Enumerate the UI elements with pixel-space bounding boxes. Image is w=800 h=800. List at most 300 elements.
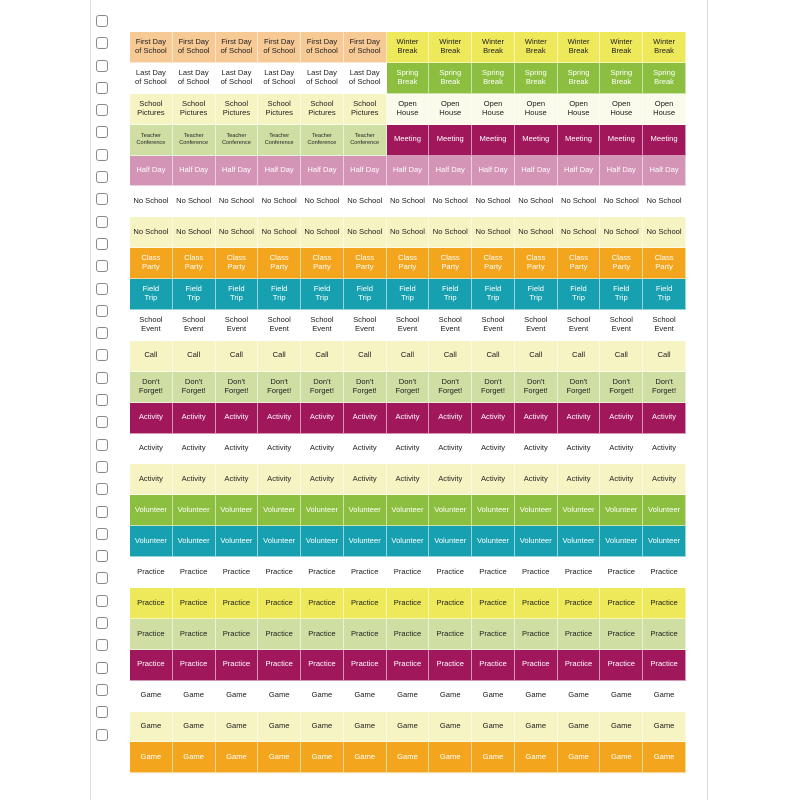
sticker-label[interactable]: Activity (173, 434, 216, 465)
sticker-label[interactable]: Practice (558, 557, 601, 588)
sticker-label[interactable]: Activity (258, 434, 301, 465)
sticker-label[interactable]: Practice (558, 588, 601, 619)
sticker-label[interactable]: Volunteer (173, 495, 216, 526)
sticker-label[interactable]: Volunteer (429, 495, 472, 526)
sticker-label[interactable]: Volunteer (643, 526, 686, 557)
sticker-label[interactable]: Call (429, 341, 472, 372)
sticker-label[interactable]: Don't Forget! (643, 372, 686, 403)
sticker-label[interactable]: Game (258, 681, 301, 712)
sticker-label[interactable]: Game (515, 742, 558, 773)
sticker-label[interactable]: First Day of School (258, 32, 301, 63)
sticker-label[interactable]: Activity (301, 434, 344, 465)
sticker-label[interactable]: Class Party (600, 248, 643, 279)
sticker-label[interactable]: Field Trip (216, 279, 259, 310)
sticker-label[interactable]: Activity (173, 464, 216, 495)
sticker-label[interactable]: Practice (643, 619, 686, 650)
sticker-label[interactable]: No School (387, 217, 430, 248)
sticker-label[interactable]: Activity (558, 434, 601, 465)
sticker-label[interactable]: Practice (301, 619, 344, 650)
sticker-label[interactable]: Practice (429, 619, 472, 650)
sticker-label[interactable]: Practice (387, 557, 430, 588)
sticker-label[interactable]: School Event (344, 310, 387, 341)
sticker-label[interactable]: No School (472, 186, 515, 217)
sticker-label[interactable]: Open House (429, 94, 472, 125)
sticker-label[interactable]: Practice (130, 619, 173, 650)
sticker-label[interactable]: No School (344, 186, 387, 217)
sticker-label[interactable]: Class Party (258, 248, 301, 279)
sticker-label[interactable]: Volunteer (472, 526, 515, 557)
sticker-label[interactable]: Volunteer (600, 526, 643, 557)
sticker-label[interactable]: Game (344, 712, 387, 743)
sticker-label[interactable]: School Event (472, 310, 515, 341)
sticker-label[interactable]: Game (216, 742, 259, 773)
sticker-label[interactable]: Activity (558, 403, 601, 434)
sticker-label[interactable]: Game (258, 742, 301, 773)
sticker-label[interactable]: Practice (600, 557, 643, 588)
sticker-label[interactable]: Field Trip (429, 279, 472, 310)
sticker-label[interactable]: Don't Forget! (173, 372, 216, 403)
sticker-label[interactable]: Don't Forget! (301, 372, 344, 403)
sticker-label[interactable]: Practice (173, 619, 216, 650)
sticker-label[interactable]: Class Party (301, 248, 344, 279)
sticker-label[interactable]: Practice (472, 619, 515, 650)
sticker-label[interactable]: Teacher Conference (130, 125, 173, 156)
sticker-label[interactable]: Open House (643, 94, 686, 125)
sticker-label[interactable]: Meeting (472, 125, 515, 156)
sticker-label[interactable]: School Pictures (173, 94, 216, 125)
sticker-label[interactable]: Half Day (173, 156, 216, 187)
sticker-label[interactable]: Practice (258, 588, 301, 619)
sticker-label[interactable]: Game (301, 742, 344, 773)
sticker-label[interactable]: No School (600, 186, 643, 217)
sticker-label[interactable]: Activity (515, 403, 558, 434)
sticker-label[interactable]: Winter Break (429, 32, 472, 63)
sticker-label[interactable]: Practice (429, 588, 472, 619)
sticker-label[interactable]: Field Trip (344, 279, 387, 310)
sticker-label[interactable]: Half Day (600, 156, 643, 187)
sticker-label[interactable]: Winter Break (472, 32, 515, 63)
sticker-label[interactable]: Half Day (558, 156, 601, 187)
sticker-label[interactable]: Open House (387, 94, 430, 125)
sticker-label[interactable]: Class Party (472, 248, 515, 279)
sticker-label[interactable]: No School (344, 217, 387, 248)
sticker-label[interactable]: Practice (515, 557, 558, 588)
sticker-label[interactable]: Practice (130, 557, 173, 588)
sticker-label[interactable]: Call (344, 341, 387, 372)
sticker-label[interactable]: Call (558, 341, 601, 372)
sticker-label[interactable]: Volunteer (130, 495, 173, 526)
sticker-label[interactable]: Practice (429, 650, 472, 681)
sticker-label[interactable]: Volunteer (344, 526, 387, 557)
sticker-label[interactable]: Meeting (643, 125, 686, 156)
sticker-label[interactable]: Practice (387, 619, 430, 650)
sticker-label[interactable]: Practice (258, 650, 301, 681)
sticker-label[interactable]: Last Day of School (258, 63, 301, 94)
sticker-label[interactable]: Half Day (130, 156, 173, 187)
sticker-label[interactable]: Call (600, 341, 643, 372)
sticker-label[interactable]: First Day of School (173, 32, 216, 63)
sticker-label[interactable]: School Event (515, 310, 558, 341)
sticker-label[interactable]: School Event (643, 310, 686, 341)
sticker-label[interactable]: Practice (515, 588, 558, 619)
sticker-label[interactable]: Field Trip (130, 279, 173, 310)
sticker-label[interactable]: Game (173, 681, 216, 712)
sticker-label[interactable]: Game (472, 681, 515, 712)
sticker-label[interactable]: No School (558, 186, 601, 217)
sticker-label[interactable]: School Pictures (258, 94, 301, 125)
sticker-label[interactable]: Activity (258, 464, 301, 495)
sticker-label[interactable]: Class Party (429, 248, 472, 279)
sticker-label[interactable]: No School (643, 217, 686, 248)
sticker-label[interactable]: No School (216, 186, 259, 217)
sticker-label[interactable]: Game (216, 681, 259, 712)
sticker-label[interactable]: Practice (216, 557, 259, 588)
sticker-label[interactable]: Activity (216, 403, 259, 434)
sticker-label[interactable]: Practice (301, 557, 344, 588)
sticker-label[interactable]: Game (515, 712, 558, 743)
sticker-label[interactable]: Practice (600, 619, 643, 650)
sticker-label[interactable]: No School (600, 217, 643, 248)
sticker-label[interactable]: Practice (130, 588, 173, 619)
sticker-label[interactable]: Volunteer (130, 526, 173, 557)
sticker-label[interactable]: Last Day of School (344, 63, 387, 94)
sticker-label[interactable]: School Pictures (216, 94, 259, 125)
sticker-label[interactable]: Activity (173, 403, 216, 434)
sticker-label[interactable]: Practice (258, 619, 301, 650)
sticker-label[interactable]: Practice (600, 650, 643, 681)
sticker-label[interactable]: Practice (387, 650, 430, 681)
sticker-label[interactable]: No School (643, 186, 686, 217)
sticker-label[interactable]: School Event (258, 310, 301, 341)
sticker-label[interactable]: Teacher Conference (301, 125, 344, 156)
sticker-label[interactable]: Game (429, 712, 472, 743)
sticker-label[interactable]: Half Day (387, 156, 430, 187)
sticker-label[interactable]: Half Day (216, 156, 259, 187)
sticker-label[interactable]: Game (344, 742, 387, 773)
sticker-label[interactable]: Field Trip (301, 279, 344, 310)
sticker-label[interactable]: Call (258, 341, 301, 372)
sticker-label[interactable]: Practice (301, 588, 344, 619)
sticker-label[interactable]: Activity (515, 464, 558, 495)
sticker-label[interactable]: Spring Break (429, 63, 472, 94)
sticker-label[interactable]: Call (301, 341, 344, 372)
sticker-label[interactable]: No School (387, 186, 430, 217)
sticker-label[interactable]: Activity (301, 464, 344, 495)
sticker-label[interactable]: Volunteer (558, 495, 601, 526)
sticker-label[interactable]: Practice (387, 588, 430, 619)
sticker-label[interactable]: Activity (344, 464, 387, 495)
sticker-label[interactable]: Volunteer (472, 495, 515, 526)
sticker-label[interactable]: No School (258, 186, 301, 217)
sticker-label[interactable]: Activity (130, 434, 173, 465)
sticker-label[interactable]: No School (472, 217, 515, 248)
sticker-label[interactable]: Game (387, 712, 430, 743)
sticker-label[interactable]: First Day of School (344, 32, 387, 63)
sticker-label[interactable]: Volunteer (301, 526, 344, 557)
sticker-label[interactable]: Activity (472, 464, 515, 495)
sticker-label[interactable]: Practice (258, 557, 301, 588)
sticker-label[interactable]: Spring Break (600, 63, 643, 94)
sticker-label[interactable]: Activity (216, 464, 259, 495)
sticker-label[interactable]: Activity (515, 434, 558, 465)
sticker-label[interactable]: No School (429, 186, 472, 217)
sticker-label[interactable]: Spring Break (472, 63, 515, 94)
sticker-label[interactable]: School Event (600, 310, 643, 341)
sticker-label[interactable]: Last Day of School (301, 63, 344, 94)
sticker-label[interactable]: Field Trip (643, 279, 686, 310)
sticker-label[interactable]: Half Day (344, 156, 387, 187)
sticker-label[interactable]: Don't Forget! (472, 372, 515, 403)
sticker-label[interactable]: Open House (515, 94, 558, 125)
sticker-label[interactable]: Practice (515, 650, 558, 681)
sticker-label[interactable]: Activity (130, 403, 173, 434)
sticker-label[interactable]: Volunteer (344, 495, 387, 526)
sticker-label[interactable]: Activity (258, 403, 301, 434)
sticker-label[interactable]: Class Party (558, 248, 601, 279)
sticker-label[interactable]: Spring Break (515, 63, 558, 94)
sticker-label[interactable]: Winter Break (387, 32, 430, 63)
sticker-label[interactable]: Activity (387, 464, 430, 495)
sticker-label[interactable]: No School (173, 186, 216, 217)
sticker-label[interactable]: No School (301, 217, 344, 248)
sticker-label[interactable]: Last Day of School (130, 63, 173, 94)
sticker-label[interactable]: Activity (643, 464, 686, 495)
sticker-label[interactable]: Game (387, 742, 430, 773)
sticker-label[interactable]: Half Day (258, 156, 301, 187)
sticker-label[interactable]: Call (173, 341, 216, 372)
sticker-label[interactable]: Winter Break (515, 32, 558, 63)
sticker-label[interactable]: Meeting (600, 125, 643, 156)
sticker-label[interactable]: Volunteer (258, 495, 301, 526)
sticker-label[interactable]: Game (130, 742, 173, 773)
sticker-label[interactable]: Field Trip (173, 279, 216, 310)
sticker-label[interactable]: No School (558, 217, 601, 248)
sticker-label[interactable]: Practice (344, 619, 387, 650)
sticker-label[interactable]: Half Day (472, 156, 515, 187)
sticker-label[interactable]: School Event (558, 310, 601, 341)
sticker-label[interactable]: Practice (558, 619, 601, 650)
sticker-label[interactable]: Activity (130, 464, 173, 495)
sticker-label[interactable]: Activity (429, 464, 472, 495)
sticker-label[interactable]: Field Trip (472, 279, 515, 310)
sticker-label[interactable]: Half Day (515, 156, 558, 187)
sticker-label[interactable]: Class Party (173, 248, 216, 279)
sticker-label[interactable]: Don't Forget! (344, 372, 387, 403)
sticker-label[interactable]: School Pictures (301, 94, 344, 125)
sticker-label[interactable]: School Event (173, 310, 216, 341)
sticker-label[interactable]: Spring Break (643, 63, 686, 94)
sticker-label[interactable]: Activity (472, 434, 515, 465)
sticker-label[interactable]: Spring Break (387, 63, 430, 94)
sticker-label[interactable]: School Event (429, 310, 472, 341)
sticker-label[interactable]: Activity (472, 403, 515, 434)
sticker-label[interactable]: Activity (643, 403, 686, 434)
sticker-label[interactable]: Don't Forget! (216, 372, 259, 403)
sticker-label[interactable]: Volunteer (515, 526, 558, 557)
sticker-label[interactable]: Volunteer (643, 495, 686, 526)
sticker-label[interactable]: Call (472, 341, 515, 372)
sticker-label[interactable]: Game (643, 681, 686, 712)
sticker-label[interactable]: Practice (472, 650, 515, 681)
sticker-label[interactable]: Practice (130, 650, 173, 681)
sticker-label[interactable]: Volunteer (301, 495, 344, 526)
sticker-label[interactable]: Game (130, 681, 173, 712)
sticker-label[interactable]: Class Party (344, 248, 387, 279)
sticker-label[interactable]: Volunteer (258, 526, 301, 557)
sticker-label[interactable]: Field Trip (515, 279, 558, 310)
sticker-label[interactable]: Don't Forget! (558, 372, 601, 403)
sticker-label[interactable]: Game (258, 712, 301, 743)
sticker-label[interactable]: Half Day (429, 156, 472, 187)
sticker-label[interactable]: School Event (301, 310, 344, 341)
sticker-label[interactable]: Game (472, 712, 515, 743)
sticker-label[interactable]: School Pictures (344, 94, 387, 125)
sticker-label[interactable]: Call (216, 341, 259, 372)
sticker-label[interactable]: Volunteer (515, 495, 558, 526)
sticker-label[interactable]: No School (130, 186, 173, 217)
sticker-label[interactable]: Activity (558, 464, 601, 495)
sticker-label[interactable]: Activity (387, 403, 430, 434)
sticker-label[interactable]: Activity (387, 434, 430, 465)
sticker-label[interactable]: Game (429, 742, 472, 773)
sticker-label[interactable]: Teacher Conference (258, 125, 301, 156)
sticker-label[interactable]: No School (258, 217, 301, 248)
sticker-label[interactable]: Meeting (429, 125, 472, 156)
sticker-label[interactable]: Field Trip (387, 279, 430, 310)
sticker-label[interactable]: Game (173, 712, 216, 743)
sticker-label[interactable]: Field Trip (258, 279, 301, 310)
sticker-label[interactable]: Call (643, 341, 686, 372)
sticker-label[interactable]: Spring Break (558, 63, 601, 94)
sticker-label[interactable]: No School (515, 217, 558, 248)
sticker-label[interactable]: Practice (558, 650, 601, 681)
sticker-label[interactable]: Game (600, 681, 643, 712)
sticker-label[interactable]: No School (429, 217, 472, 248)
sticker-label[interactable]: School Event (130, 310, 173, 341)
sticker-label[interactable]: Activity (600, 464, 643, 495)
sticker-label[interactable]: Activity (600, 434, 643, 465)
sticker-label[interactable]: School Pictures (130, 94, 173, 125)
sticker-label[interactable]: Volunteer (216, 526, 259, 557)
sticker-label[interactable]: Half Day (643, 156, 686, 187)
sticker-label[interactable]: Game (344, 681, 387, 712)
sticker-label[interactable]: Volunteer (600, 495, 643, 526)
sticker-label[interactable]: Game (558, 742, 601, 773)
sticker-label[interactable]: Don't Forget! (387, 372, 430, 403)
sticker-label[interactable]: Game (600, 742, 643, 773)
sticker-label[interactable]: Game (301, 712, 344, 743)
sticker-label[interactable]: No School (515, 186, 558, 217)
sticker-label[interactable]: Volunteer (216, 495, 259, 526)
sticker-label[interactable]: No School (173, 217, 216, 248)
sticker-label[interactable]: Volunteer (387, 495, 430, 526)
sticker-label[interactable]: Half Day (301, 156, 344, 187)
sticker-label[interactable]: Game (130, 712, 173, 743)
sticker-label[interactable]: Meeting (387, 125, 430, 156)
sticker-label[interactable]: Volunteer (387, 526, 430, 557)
sticker-label[interactable]: Class Party (515, 248, 558, 279)
sticker-label[interactable]: School Event (216, 310, 259, 341)
sticker-label[interactable]: Practice (301, 650, 344, 681)
sticker-label[interactable]: Game (387, 681, 430, 712)
sticker-label[interactable]: No School (301, 186, 344, 217)
sticker-label[interactable]: Don't Forget! (258, 372, 301, 403)
sticker-label[interactable]: Call (130, 341, 173, 372)
sticker-label[interactable]: Activity (643, 434, 686, 465)
sticker-label[interactable]: Don't Forget! (429, 372, 472, 403)
sticker-label[interactable]: Game (558, 712, 601, 743)
sticker-label[interactable]: Teacher Conference (173, 125, 216, 156)
sticker-label[interactable]: Last Day of School (216, 63, 259, 94)
sticker-label[interactable]: School Event (387, 310, 430, 341)
sticker-label[interactable]: Practice (344, 588, 387, 619)
sticker-label[interactable]: Practice (643, 557, 686, 588)
sticker-label[interactable]: Game (643, 712, 686, 743)
sticker-label[interactable]: Game (643, 742, 686, 773)
sticker-label[interactable]: Practice (344, 650, 387, 681)
sticker-label[interactable]: Field Trip (600, 279, 643, 310)
sticker-label[interactable]: Activity (429, 434, 472, 465)
sticker-label[interactable]: Game (472, 742, 515, 773)
sticker-label[interactable]: No School (216, 217, 259, 248)
sticker-label[interactable]: Winter Break (558, 32, 601, 63)
sticker-label[interactable]: Practice (472, 588, 515, 619)
sticker-label[interactable]: Practice (173, 588, 216, 619)
sticker-label[interactable]: Practice (472, 557, 515, 588)
sticker-label[interactable]: Meeting (515, 125, 558, 156)
sticker-label[interactable]: Field Trip (558, 279, 601, 310)
sticker-label[interactable]: Game (600, 712, 643, 743)
sticker-label[interactable]: Practice (643, 650, 686, 681)
sticker-label[interactable]: Practice (643, 588, 686, 619)
sticker-label[interactable]: Last Day of School (173, 63, 216, 94)
sticker-label[interactable]: Game (216, 712, 259, 743)
sticker-label[interactable]: Activity (344, 434, 387, 465)
sticker-label[interactable]: Don't Forget! (600, 372, 643, 403)
sticker-label[interactable]: First Day of School (216, 32, 259, 63)
sticker-label[interactable]: First Day of School (301, 32, 344, 63)
sticker-label[interactable]: Activity (600, 403, 643, 434)
sticker-label[interactable]: Winter Break (600, 32, 643, 63)
sticker-label[interactable]: Activity (216, 434, 259, 465)
sticker-label[interactable]: Call (387, 341, 430, 372)
sticker-label[interactable]: Practice (173, 650, 216, 681)
sticker-label[interactable]: Practice (173, 557, 216, 588)
sticker-label[interactable]: First Day of School (130, 32, 173, 63)
sticker-label[interactable]: Activity (344, 403, 387, 434)
sticker-label[interactable]: Game (558, 681, 601, 712)
sticker-label[interactable]: Practice (600, 588, 643, 619)
sticker-label[interactable]: Game (515, 681, 558, 712)
sticker-label[interactable]: Practice (216, 588, 259, 619)
sticker-label[interactable]: No School (130, 217, 173, 248)
sticker-label[interactable]: Practice (429, 557, 472, 588)
sticker-label[interactable]: Game (301, 681, 344, 712)
sticker-label[interactable]: Teacher Conference (216, 125, 259, 156)
sticker-label[interactable]: Activity (301, 403, 344, 434)
sticker-label[interactable]: Meeting (558, 125, 601, 156)
sticker-label[interactable]: Call (515, 341, 558, 372)
sticker-label[interactable]: Open House (600, 94, 643, 125)
sticker-label[interactable]: Don't Forget! (130, 372, 173, 403)
sticker-label[interactable]: Volunteer (429, 526, 472, 557)
sticker-label[interactable]: Practice (344, 557, 387, 588)
sticker-label[interactable]: Volunteer (558, 526, 601, 557)
sticker-label[interactable]: Game (429, 681, 472, 712)
sticker-label[interactable]: Open House (472, 94, 515, 125)
sticker-label[interactable]: Don't Forget! (515, 372, 558, 403)
sticker-label[interactable]: Teacher Conference (344, 125, 387, 156)
